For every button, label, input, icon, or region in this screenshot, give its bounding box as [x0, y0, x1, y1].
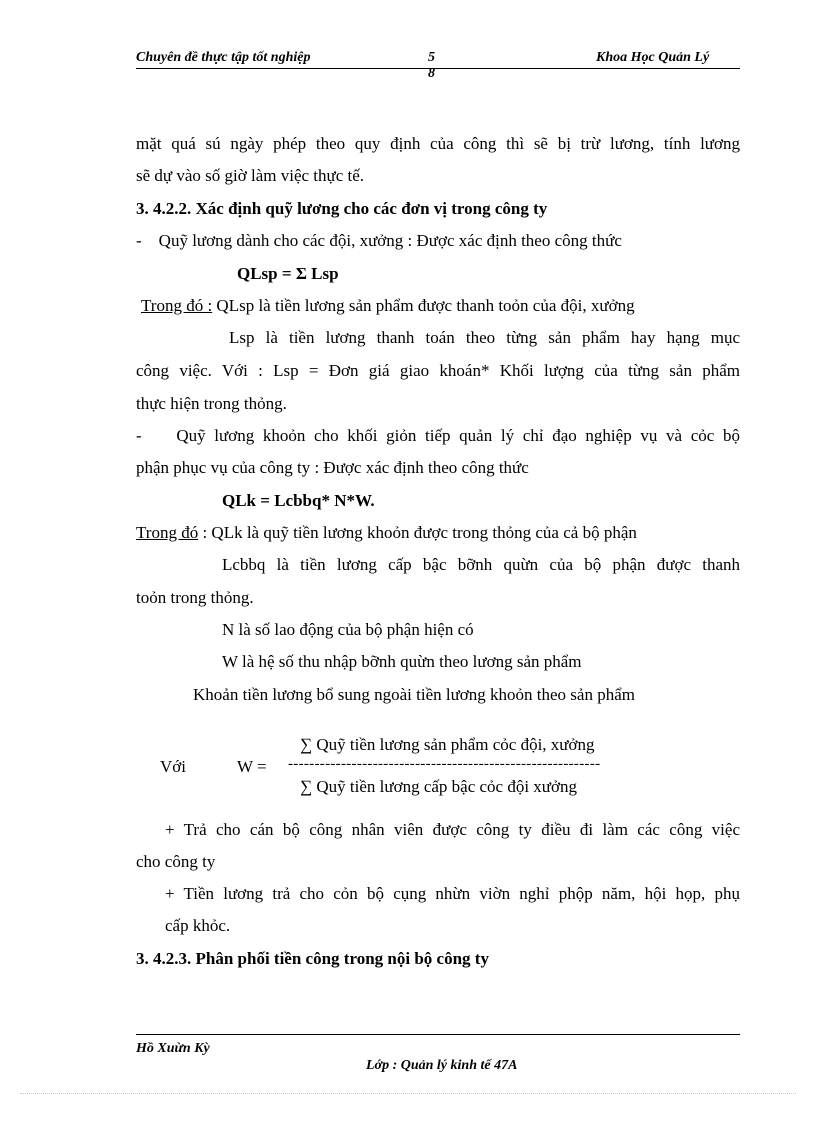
body-line: công việc. Với : Lsp = Đơn giá giao khoán* Khối lượng của từng sản phẩm	[136, 361, 740, 380]
label-trong-do: Trong đó	[136, 523, 199, 542]
page-number-bottom: 8	[428, 66, 435, 81]
formula-qlsp: QLsp = Σ Lsp	[237, 264, 339, 283]
body-line: + Tiền lương trả cho cỏn bộ cụng nhừn viờn nghỉ phộp năm, hội họp, phụ	[165, 884, 740, 903]
formula-qlk: QLk = Lcbbq* N*W.	[222, 491, 375, 510]
body-line: - Quỹ lương khoỏn cho khối giỏn tiếp quản lý chỉ đạo nghiệp vụ và cỏc bộ	[136, 426, 740, 445]
body-line: Lsp là tiền lương thanh toán theo từng sản phẩm hay hạng mục	[229, 328, 740, 347]
footer-class: Lớp : Quản lý kinh tế 47A	[366, 1058, 518, 1073]
fraction-denominator: ∑ Quỹ tiền lương cấp bậc cỏc đội xưởng	[300, 777, 578, 796]
body-line: thực hiện trong thỏng.	[136, 394, 287, 413]
body-line: toỏn trong thỏng.	[136, 588, 254, 607]
body-line: mặt quá sú ngày phép theo quy định của công thì sẽ bị trừ lương, tính lương	[136, 134, 740, 153]
footer-rule	[136, 1034, 740, 1035]
fraction-numerator: ∑ Quỹ tiền lương sản phẩm cỏc đội, xưởng	[300, 735, 595, 754]
header-right-title: Khoa Học Quản Lý	[596, 50, 710, 65]
fraction-bar: -----------------------------------------------------------	[288, 756, 601, 772]
page-number-top: 5	[428, 50, 435, 65]
header-left-title: Chuyên đề thực tập tốt nghiệp	[136, 50, 311, 65]
formula-label-w: W =	[237, 757, 267, 776]
formula-label-voi: Với	[160, 757, 186, 776]
body-line: Khoản tiền lương bổ sung ngoài tiền lương khoỏn theo sản phẩm	[193, 685, 635, 704]
body-line: - Quỹ lương dành cho các đội, xưởng : Được xác định theo công thức	[136, 231, 622, 250]
section-heading: 3. 4.2.3. Phân phối tiền công trong nội bộ công ty	[136, 949, 489, 968]
body-text: : QLk là quỹ tiền lương khoỏn được trong thỏng của cả bộ phận	[198, 523, 637, 542]
header-rule	[136, 68, 740, 69]
body-line: N là số lao động của bộ phận hiện có	[222, 620, 474, 639]
body-line	[136, 523, 637, 543]
body-line: cấp khỏc.	[165, 916, 231, 935]
body-line: cho công ty	[136, 852, 216, 871]
section-heading: 3. 4.2.2. Xác định quỹ lương cho các đơn vị trong công ty	[136, 199, 548, 218]
page-number	[428, 50, 435, 82]
body-line: + Trả cho cán bộ công nhân viên được công ty điều đi làm các công việc	[165, 820, 740, 839]
footer-author: Hồ Xuừn Kỳ	[136, 1041, 210, 1056]
body-text: QLsp là tiền lương sản phẩm được thanh toỏn của đội, xưởng	[212, 296, 635, 315]
body-line: W là hệ số thu nhập bỡnh quừn theo lương sản phẩm	[222, 652, 582, 671]
body-line: sẽ dự vào số giờ làm việc thực tế.	[136, 166, 365, 185]
body-line	[141, 296, 635, 316]
body-line: phận phục vụ của công ty : Được xác định theo công thức	[136, 458, 529, 477]
label-trong-do: Trong đó :	[141, 296, 213, 315]
page-edge-divider	[20, 1093, 796, 1094]
body-line: Lcbbq là tiền lương cấp bậc bỡnh quừn của bộ phận được thanh	[222, 555, 740, 574]
